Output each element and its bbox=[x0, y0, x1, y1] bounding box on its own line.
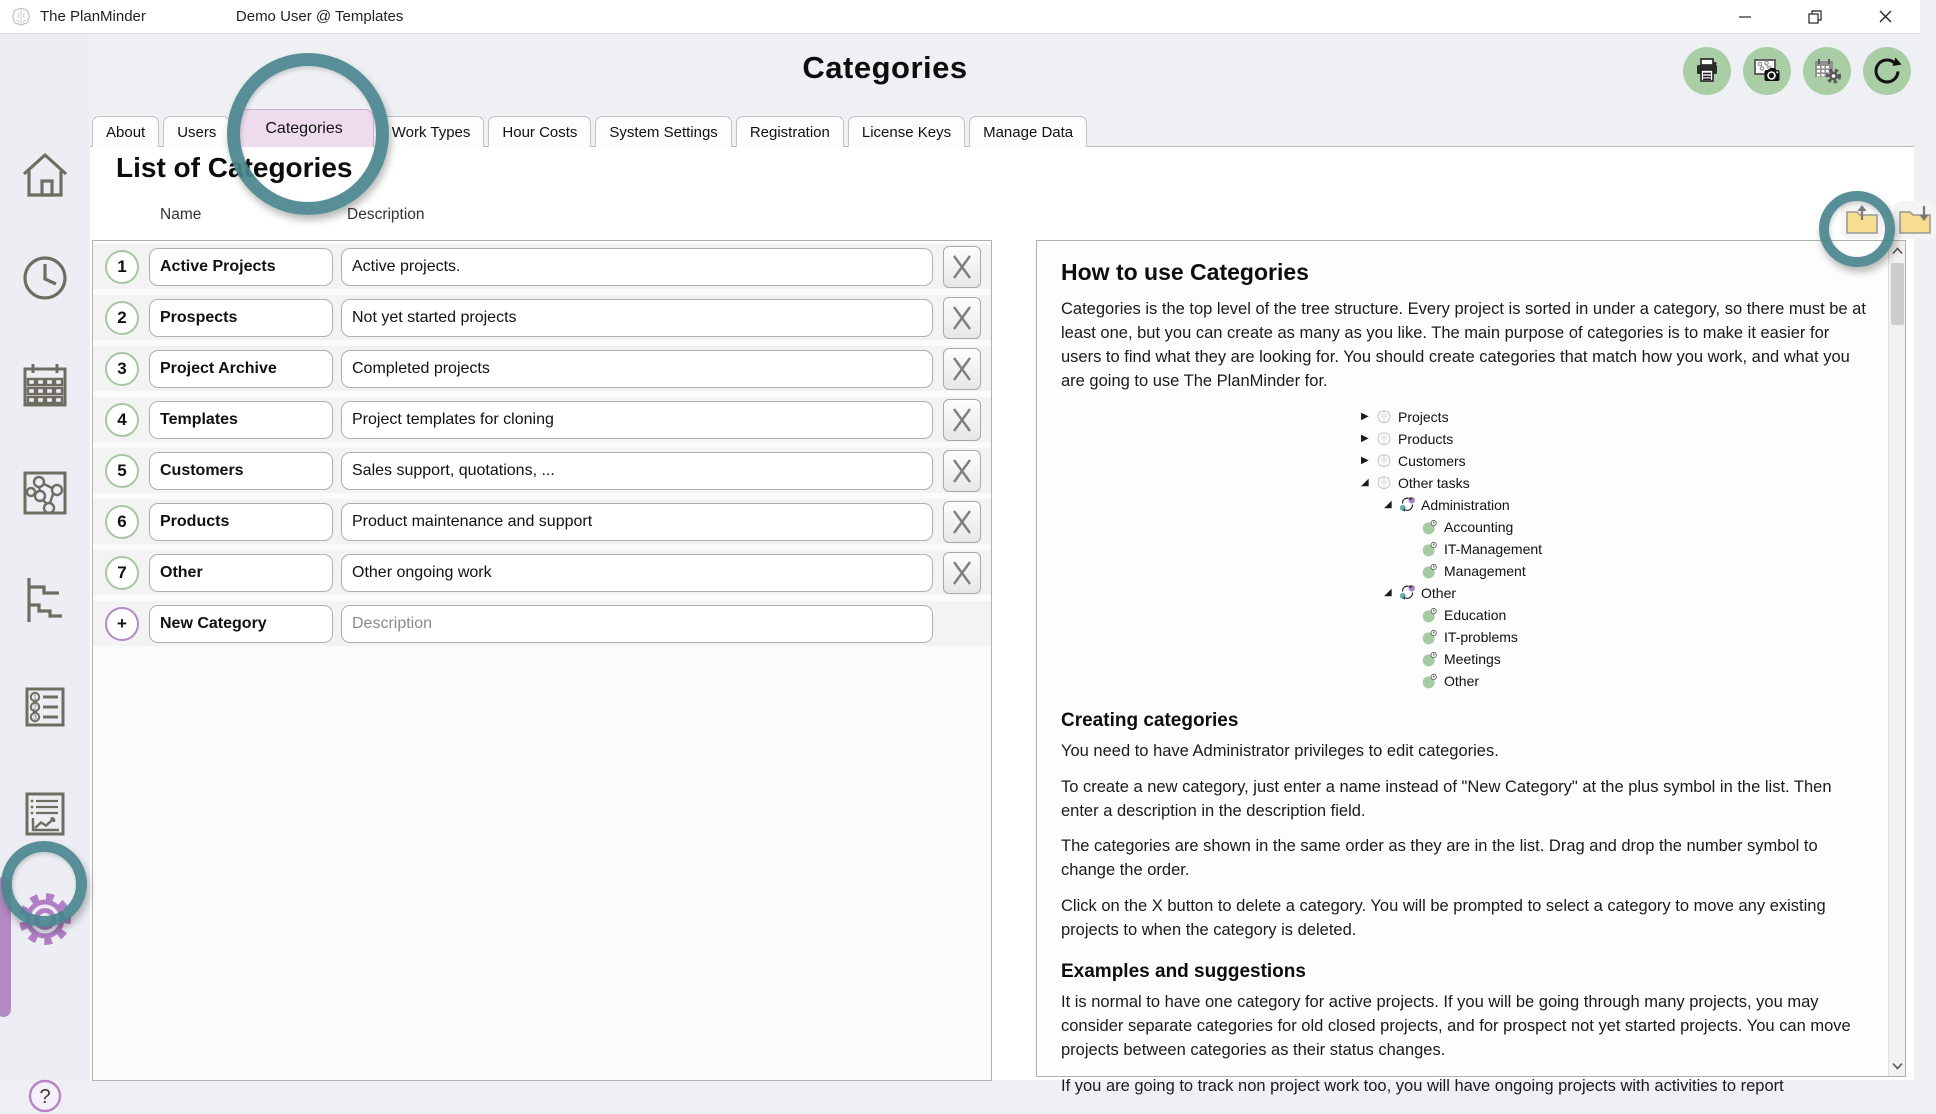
activity-icon bbox=[1422, 673, 1438, 689]
column-header-name: Name bbox=[160, 206, 202, 223]
report-icon bbox=[16, 786, 74, 842]
tree-node-label: Customers bbox=[1398, 452, 1466, 469]
row-drag-handle[interactable]: 2 bbox=[105, 301, 139, 335]
activity-icon bbox=[1422, 629, 1438, 645]
activity-icon-wrap bbox=[1422, 519, 1441, 535]
column-header-description: Description bbox=[347, 206, 425, 223]
settings-tabbar bbox=[92, 115, 1091, 147]
refresh-icon bbox=[1871, 55, 1903, 87]
tab-about[interactable]: About bbox=[92, 116, 159, 147]
category-description-input[interactable] bbox=[341, 401, 933, 439]
category-name-input[interactable] bbox=[149, 401, 333, 439]
delete-category-button[interactable] bbox=[943, 297, 981, 339]
active-item-indicator bbox=[0, 877, 11, 1017]
refresh-button[interactable] bbox=[1863, 47, 1911, 95]
tree-node-it-management bbox=[1361, 538, 1866, 560]
delete-x-icon bbox=[950, 508, 974, 536]
delete-category-button[interactable] bbox=[943, 552, 981, 594]
delete-x-icon bbox=[950, 304, 974, 332]
category-description-input[interactable] bbox=[341, 248, 933, 286]
tree-node-label: Other bbox=[1421, 584, 1457, 601]
tree-node-meetings bbox=[1361, 648, 1866, 670]
clock-icon bbox=[16, 250, 74, 306]
category-brain-icon bbox=[1376, 409, 1392, 425]
new-category-row bbox=[93, 601, 991, 646]
tree-expanded-marker[interactable]: ◢ bbox=[1361, 477, 1369, 489]
tree-node-label: Products bbox=[1398, 430, 1454, 447]
row-drag-handle[interactable]: 3 bbox=[105, 352, 139, 386]
close-icon bbox=[1879, 10, 1892, 23]
print-button[interactable] bbox=[1683, 47, 1731, 95]
help-title: How to use Categories bbox=[1061, 259, 1309, 285]
tab-hour-costs[interactable]: Hour Costs bbox=[488, 116, 591, 147]
sidebar-item-help[interactable] bbox=[0, 1078, 90, 1114]
tree-collapsed-marker[interactable]: ▶ bbox=[1361, 455, 1369, 467]
restore-button[interactable] bbox=[1793, 0, 1837, 33]
row-drag-handle[interactable]: 7 bbox=[105, 556, 139, 590]
activity-icon bbox=[1422, 541, 1438, 557]
tree-node-label: IT-Management bbox=[1444, 540, 1543, 557]
category-description-input[interactable] bbox=[341, 605, 933, 643]
tab-work-types[interactable]: Work Types bbox=[378, 116, 485, 147]
tree-node-other bbox=[1361, 582, 1866, 604]
tree-node-management bbox=[1361, 560, 1866, 582]
sidebar-item-settings[interactable] bbox=[0, 888, 90, 950]
titlebar bbox=[0, 0, 1920, 34]
question-icon bbox=[27, 1078, 63, 1114]
delete-category-button[interactable] bbox=[943, 501, 981, 543]
delete-x-icon bbox=[950, 355, 974, 383]
sidebar-item-gantt[interactable] bbox=[0, 572, 90, 628]
example-category-tree bbox=[1361, 406, 1866, 692]
help-sections bbox=[1061, 710, 1866, 1099]
tree-node-label: IT-problems bbox=[1444, 628, 1518, 645]
sidebar-item-reports[interactable] bbox=[0, 786, 90, 842]
delete-x-icon bbox=[950, 457, 974, 485]
sidebar-item-time[interactable] bbox=[0, 250, 90, 306]
svg-text:?: ? bbox=[39, 1086, 51, 1108]
category-row bbox=[93, 448, 991, 493]
tree-node-projects bbox=[1361, 406, 1866, 428]
delete-category-button[interactable] bbox=[943, 246, 981, 288]
tab-registration[interactable]: Registration bbox=[736, 116, 844, 147]
tree-expanded-marker[interactable]: ◢ bbox=[1384, 499, 1392, 511]
help-paragraph: To create a new category, just enter a name instead of "New Category" at the plus symbol in the list. Then enter a description in the description field. bbox=[1061, 777, 1832, 820]
category-description-input[interactable] bbox=[341, 503, 933, 541]
help-section-heading: Creating categories bbox=[1061, 709, 1239, 731]
chevron-up-icon bbox=[1892, 247, 1903, 255]
category-description-input[interactable] bbox=[341, 350, 933, 388]
category-row bbox=[93, 499, 991, 544]
brain-icon-wrap bbox=[1376, 431, 1395, 447]
export-button[interactable] bbox=[1841, 201, 1883, 239]
category-name-input[interactable] bbox=[149, 452, 333, 490]
activity-icon bbox=[1422, 607, 1438, 623]
tree-node-other bbox=[1361, 670, 1866, 692]
schedule-settings-button[interactable] bbox=[1803, 47, 1851, 95]
project-icon-wrap bbox=[1399, 496, 1418, 513]
print-icon bbox=[1692, 56, 1722, 86]
restore-icon bbox=[1808, 10, 1822, 24]
tree-node-label: Accounting bbox=[1444, 518, 1514, 535]
tree-collapsed-marker[interactable]: ▶ bbox=[1361, 433, 1369, 445]
help-paragraph: You need to have Administrator privileges to edit categories. bbox=[1061, 741, 1499, 760]
minimize-button[interactable] bbox=[1723, 0, 1767, 33]
tree-node-accounting bbox=[1361, 516, 1866, 538]
numbered-list-icon bbox=[16, 679, 74, 735]
category-name-input[interactable] bbox=[149, 350, 333, 388]
category-description-input[interactable] bbox=[341, 554, 933, 592]
activity-icon-wrap bbox=[1422, 629, 1441, 645]
tab-categories[interactable]: Categories bbox=[234, 109, 373, 147]
activity-icon-wrap bbox=[1422, 651, 1441, 667]
close-button[interactable] bbox=[1863, 0, 1907, 33]
project-icon-wrap bbox=[1399, 584, 1418, 601]
category-name-input[interactable] bbox=[149, 248, 333, 286]
delete-category-button[interactable] bbox=[943, 348, 981, 390]
sidebar-item-priorities[interactable] bbox=[0, 679, 90, 735]
category-row bbox=[93, 295, 991, 340]
help-intro: Categories is the top level of the tree structure. Every project is sorted in under a category, so there must be at least one, but you can create as many as you like. The main purpose of categories is to make it easier for users to find what they are looking for. You should create categories that match how you work, and what you are going to use The PlanMinder for. bbox=[1061, 300, 1866, 390]
page-title: Categories bbox=[802, 50, 968, 85]
help-paragraph: If you are going to track non project work too, you will have ongoing projects with activities to report bbox=[1061, 1076, 1784, 1095]
gear-icon bbox=[14, 888, 76, 950]
brain-icon-wrap bbox=[1376, 475, 1395, 491]
network-icon bbox=[16, 465, 74, 521]
row-drag-handle[interactable]: 1 bbox=[105, 250, 139, 284]
tree-node-label: Administration bbox=[1421, 496, 1510, 513]
tree-node-administration bbox=[1361, 494, 1866, 516]
import-button[interactable] bbox=[1894, 201, 1936, 239]
category-name-input[interactable] bbox=[149, 605, 333, 643]
screenshot-button[interactable] bbox=[1743, 47, 1791, 95]
project-icon bbox=[1399, 584, 1416, 601]
folder-export-icon bbox=[1845, 204, 1879, 236]
folder-import-icon bbox=[1898, 204, 1932, 236]
list-heading: List of Categories bbox=[116, 152, 353, 183]
activity-icon bbox=[1422, 563, 1438, 579]
help-scrollbar[interactable] bbox=[1888, 241, 1905, 1076]
category-brain-icon bbox=[1376, 431, 1392, 447]
categories-table bbox=[92, 240, 992, 1081]
category-row bbox=[93, 244, 991, 289]
brain-icon-wrap bbox=[1376, 409, 1395, 425]
tab-manage-data[interactable]: Manage Data bbox=[969, 116, 1087, 147]
project-icon bbox=[1399, 496, 1416, 513]
category-brain-icon bbox=[1376, 475, 1392, 491]
svg-text:2: 2 bbox=[33, 704, 37, 712]
scroll-down-button[interactable] bbox=[1889, 1056, 1906, 1076]
calendar-icon bbox=[16, 357, 74, 413]
brain-icon-wrap bbox=[1376, 453, 1395, 469]
help-panel bbox=[1036, 240, 1906, 1095]
delete-x-icon bbox=[950, 406, 974, 434]
activity-icon-wrap bbox=[1422, 563, 1441, 579]
scrollbar-thumb[interactable] bbox=[1891, 263, 1904, 325]
delete-x-icon bbox=[950, 559, 974, 587]
add-category-symbol[interactable]: + bbox=[105, 607, 139, 641]
delete-category-button[interactable] bbox=[943, 399, 981, 441]
category-name-input[interactable] bbox=[149, 503, 333, 541]
home-icon bbox=[16, 147, 74, 203]
svg-text:1: 1 bbox=[33, 694, 37, 702]
tree-node-label: Management bbox=[1444, 562, 1526, 579]
screenshot-icon bbox=[1752, 56, 1782, 86]
category-name-input[interactable] bbox=[149, 299, 333, 337]
chevron-down-icon bbox=[1892, 1062, 1903, 1070]
tree-node-label: Other tasks bbox=[1398, 474, 1470, 491]
help-paragraph: It is normal to have one category for active projects. If you will be going through many projects, you may consider separate categories for old closed projects, and for prospect not yet started projects. You can move projects between categories as their status changes. bbox=[1061, 993, 1851, 1059]
help-content bbox=[1037, 241, 1888, 1095]
minimize-icon bbox=[1739, 10, 1752, 23]
tree-expanded-marker[interactable]: ◢ bbox=[1384, 587, 1392, 599]
tree-node-other-tasks bbox=[1361, 472, 1866, 494]
tree-node-customers bbox=[1361, 450, 1866, 472]
activity-icon-wrap bbox=[1422, 607, 1441, 623]
category-name-input[interactable] bbox=[149, 554, 333, 592]
category-description-input[interactable] bbox=[341, 299, 933, 337]
tree-node-label: Other bbox=[1444, 672, 1480, 689]
sidebar-item-home[interactable] bbox=[0, 147, 90, 203]
sidebar-item-plan-network[interactable] bbox=[0, 465, 90, 521]
tab-users[interactable]: Users bbox=[163, 116, 230, 147]
gantt-icon bbox=[16, 572, 74, 628]
category-description-input[interactable] bbox=[341, 452, 933, 490]
tab-license-keys[interactable]: License Keys bbox=[848, 116, 965, 147]
tree-node-education bbox=[1361, 604, 1866, 626]
tree-node-products bbox=[1361, 428, 1866, 450]
app-title: The PlanMinder bbox=[40, 8, 146, 25]
delete-category-button[interactable] bbox=[943, 450, 981, 492]
category-row bbox=[93, 397, 991, 442]
sidebar bbox=[0, 35, 90, 1108]
scroll-up-button[interactable] bbox=[1889, 241, 1906, 261]
row-drag-handle[interactable]: 5 bbox=[105, 454, 139, 488]
category-brain-icon bbox=[1376, 453, 1392, 469]
category-row bbox=[93, 346, 991, 391]
help-paragraph: Click on the X button to delete a category. You will be prompted to select a category to move any existing projects to when the category is deleted. bbox=[1061, 897, 1826, 940]
activity-icon-wrap bbox=[1422, 541, 1441, 557]
row-drag-handle[interactable]: 4 bbox=[105, 403, 139, 437]
help-paragraph: The categories are shown in the same order as they are in the list. Drag and drop the number symbol to change the order. bbox=[1061, 837, 1818, 880]
tree-collapsed-marker[interactable]: ▶ bbox=[1361, 411, 1369, 423]
user-context: Demo User @ Templates bbox=[235, 8, 404, 25]
calendar-gear-icon bbox=[1812, 56, 1842, 86]
tree-node-label: Education bbox=[1444, 606, 1507, 623]
activity-icon bbox=[1422, 519, 1438, 535]
tab-system-settings[interactable]: System Settings bbox=[595, 116, 731, 147]
sidebar-item-calendar[interactable] bbox=[0, 357, 90, 413]
activity-icon-wrap bbox=[1422, 673, 1441, 689]
row-drag-handle[interactable]: 6 bbox=[105, 505, 139, 539]
help-section-heading: Examples and suggestions bbox=[1061, 961, 1306, 983]
planminder-logo-icon bbox=[10, 6, 32, 28]
tree-node-label: Meetings bbox=[1444, 650, 1501, 667]
tree-node-it-problems bbox=[1361, 626, 1866, 648]
activity-icon bbox=[1422, 651, 1438, 667]
tree-node-label: Projects bbox=[1398, 408, 1449, 425]
delete-x-icon bbox=[950, 253, 974, 281]
category-row bbox=[93, 550, 991, 595]
svg-text:3: 3 bbox=[33, 714, 37, 722]
